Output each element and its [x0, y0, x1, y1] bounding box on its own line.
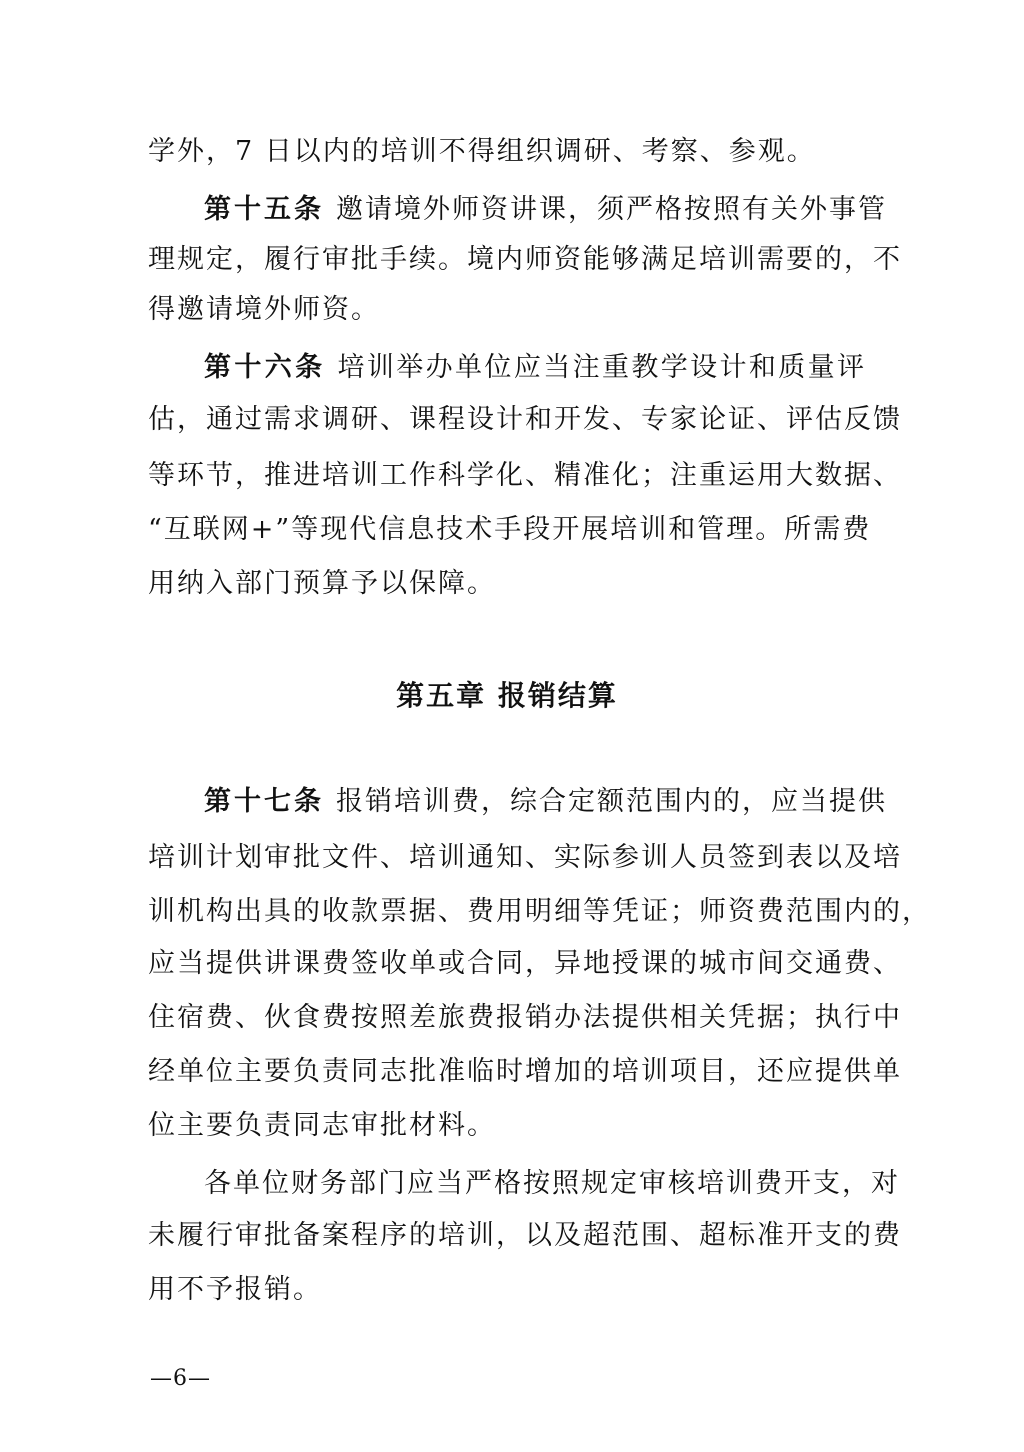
text-line: 各单位财务部门应当严格按照规定审核培训费开支，对	[204, 1168, 900, 1199]
text-line: 应当提供讲课费签收单或合同，异地授课的城市间交通费、	[148, 948, 902, 979]
article-heading: 第十五条	[204, 194, 324, 225]
article-15-first-line: 第十五条 邀请境外师资讲课，须严格按照有关外事管	[204, 194, 887, 225]
text-line: 经单位主要负责同志批准临时增加的培训项目，还应提供单	[148, 1056, 902, 1087]
text-line: 未履行审批备案程序的培训，以及超范围、超标准开支的费	[148, 1220, 902, 1251]
text-line: 用纳入部门预算予以保障。	[148, 568, 496, 599]
text-line: 位主要负责同志审批材料。	[148, 1110, 496, 1141]
article-16-first-line: 第十六条 培训举办单位应当注重教学设计和质量评	[204, 352, 867, 383]
text-line: 学外，7 日以内的培训不得组织调研、考察、参观。	[148, 136, 816, 167]
text-line: 得邀请境外师资。	[148, 294, 380, 325]
text-line: 住宿费、伙食费按照差旅费报销办法提供相关凭据；执行中	[148, 1002, 902, 1033]
text-line: 培训计划审批文件、培训通知、实际参训人员签到表以及培	[148, 842, 902, 873]
article-heading: 第十七条	[204, 786, 324, 817]
text-line: 估，通过需求调研、课程设计和开发、专家论证、评估反馈	[148, 404, 902, 435]
text-line: “互联网+”等现代信息技术手段开展培训和管理。所需费	[148, 514, 872, 545]
text-line: 训机构出具的收款票据、费用明细等凭证；师资费范围内的，	[148, 896, 931, 927]
article-heading: 第十六条	[204, 352, 326, 383]
page-number: —6—	[150, 1366, 211, 1391]
text-line: 等环节，推进培训工作科学化、精准化；注重运用大数据、	[148, 460, 902, 491]
text-line: 理规定，履行审批手续。境内师资能够满足培训需要的，不	[148, 244, 902, 275]
chapter-heading: 第五章 报销结算	[396, 679, 618, 712]
text-line: 用不予报销。	[148, 1274, 322, 1305]
article-17-first-line: 第十七条 报销培训费，综合定额范围内的，应当提供	[204, 786, 887, 817]
